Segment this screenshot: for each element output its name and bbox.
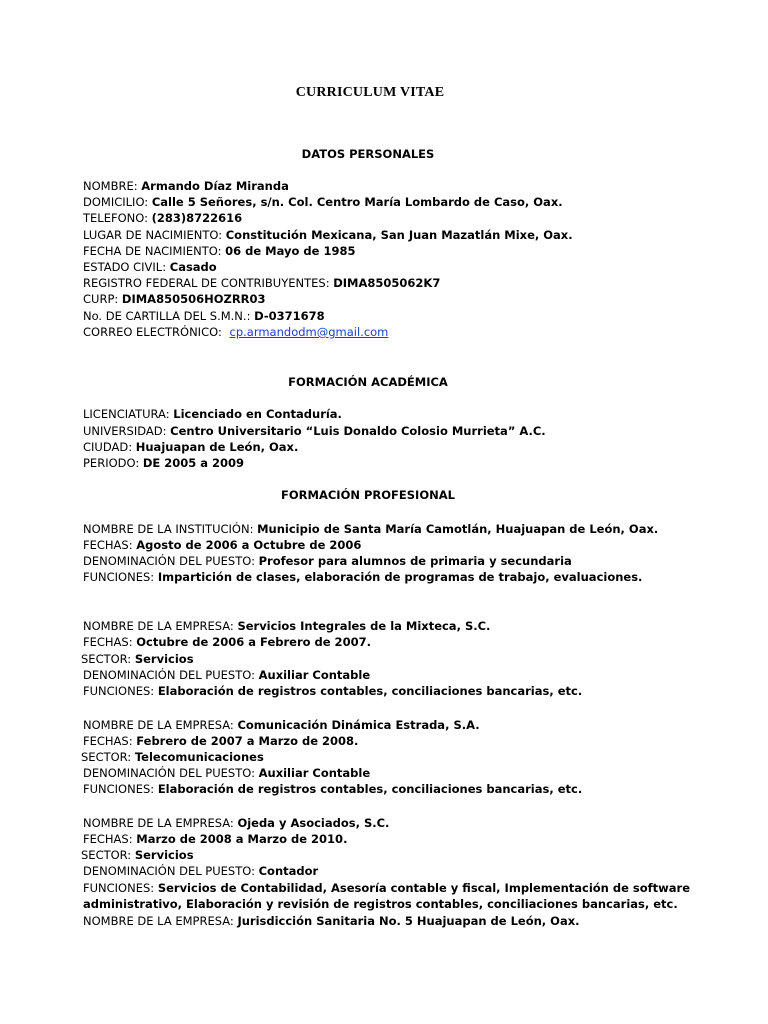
academic-licenciatura [83,406,743,422]
periodo-label: PERIODO: [83,456,143,470]
job2-sector [81,651,741,667]
funciones-value: Elaboración de registros contables, conciliaciones bancarias, etc. [157,684,583,698]
universidad-label: UNIVERSIDAD: [83,424,171,438]
job4-fechas [83,831,743,847]
academic-periodo [83,455,743,471]
fechas-label: FECHAS: [83,538,137,552]
telefono-label: TELEFONO: [83,211,152,225]
job4-puesto [83,863,743,879]
job5-empresa [83,913,743,929]
job3-fechas [83,733,743,749]
job1-funciones [83,569,743,585]
job4-funciones-continued: administrativo, Elaboración y revisión de registros contables, conciliaciones bancarias, etc. [83,897,678,911]
fechas-label: FECHAS: [83,635,137,649]
puesto-value: Profesor para alumnos de primaria y secundaria [258,554,572,568]
personal-curp [83,291,743,307]
fechas-value: Octubre de 2006 a Febrero de 2007. [136,635,371,649]
personal-nombre [83,178,743,194]
job2-funciones [83,683,743,699]
empresa-label: NOMBRE DE LA EMPRESA: [83,718,238,732]
cartilla-value: D-0371678 [254,309,325,323]
licenciatura-label: LICENCIATURA: [83,407,174,421]
job3-sector [81,749,741,765]
nombre-value: Armando Díaz Miranda [141,179,289,193]
funciones-label: FUNCIONES: [83,684,158,698]
domicilio-value: Calle 5 Señores, s/n. Col. Centro María Lombardo de Caso, Oax. [151,195,563,209]
section-heading-academic: FORMACIÓN ACADÉMICA [288,375,448,389]
personal-domicilio [83,194,743,210]
telefono-value: (283)8722616 [151,211,243,225]
domicilio-label: DOMICILIO: [83,195,152,209]
personal-lugar-nacimiento [83,227,743,243]
job1-fechas [83,537,743,553]
funciones-label: FUNCIONES: [83,881,158,895]
job1-puesto [83,553,743,569]
curp-value: DIMA850506HOZRR03 [121,292,266,306]
puesto-value: Auxiliar Contable [258,766,371,780]
job3-puesto [83,765,743,781]
ciudad-label: CIUDAD: [83,440,136,454]
estado-label: ESTADO CIVIL: [83,260,170,274]
job4-empresa [83,815,743,831]
personal-rfc [83,275,743,291]
curp-label: CURP: [83,292,122,306]
nombre-label: NOMBRE: [83,179,142,193]
empresa-value: Jurisdicción Sanitaria No. 5 Huajuapan de León, Oax. [237,914,580,928]
fechas-label: FECHAS: [83,832,137,846]
periodo-value: DE 2005 a 2009 [142,456,245,470]
institucion-value: Municipio de Santa María Camotlán, Huajuapan de León, Oax. [257,522,659,536]
job3-funciones [83,781,743,797]
fecha-label: FECHA DE NACIMIENTO: [83,244,226,258]
personal-fecha-nacimiento [83,243,743,259]
empresa-label: NOMBRE DE LA EMPRESA: [83,914,238,928]
job1-institucion [83,521,743,537]
empresa-label: NOMBRE DE LA EMPRESA: [83,816,238,830]
universidad-value: Centro Universitario “Luis Donaldo Colosio Murrieta” A.C. [170,424,546,438]
licenciatura-value: Licenciado en Contaduría. [173,407,342,421]
correo-label: CORREO ELECTRÓNICO: [83,325,226,339]
lugar-value: Constitución Mexicana, San Juan Mazatlán Mixe, Oax. [225,228,573,242]
institucion-label: NOMBRE DE LA INSTITUCIÓN: [83,522,258,536]
empresa-value: Ojeda y Asociados, S.C. [237,816,390,830]
cartilla-label: No. DE CARTILLA DEL S.M.N.: [83,309,255,323]
lugar-label: LUGAR DE NACIMIENTO: [83,228,226,242]
puesto-value: Contador [258,864,319,878]
sector-label: SECTOR: [81,750,135,764]
personal-correo [83,324,743,340]
puesto-label: DENOMINACIÓN DEL PUESTO: [83,864,259,878]
job4-funciones [83,880,743,896]
section-heading-professional: FORMACIÓN PROFESIONAL [281,488,455,502]
rfc-value: DIMA8505062K7 [333,276,441,290]
funciones-value: Impartición de clases, elaboración de programas de trabajo, evaluaciones. [157,570,643,584]
job3-empresa [83,717,743,733]
puesto-label: DENOMINACIÓN DEL PUESTO: [83,766,259,780]
fechas-value: Agosto de 2006 a Octubre de 2006 [136,538,362,552]
personal-cartilla [83,308,743,324]
document-title: CURRICULUM VITAE [295,85,445,100]
job2-puesto [83,667,743,683]
academic-ciudad [83,439,743,455]
funciones-value: Elaboración de registros contables, conciliaciones bancarias, etc. [157,782,583,796]
academic-universidad [83,423,743,439]
puesto-label: DENOMINACIÓN DEL PUESTO: [83,668,259,682]
sector-value: Servicios [134,848,194,862]
estado-value: Casado [169,260,217,274]
sector-value: Servicios [134,652,194,666]
empresa-value: Comunicación Dinámica Estrada, S.A. [237,718,480,732]
fecha-value: 06 de Mayo de 1985 [225,244,356,258]
funciones-label: FUNCIONES: [83,570,158,584]
job2-empresa [83,618,743,634]
funciones-label: FUNCIONES: [83,782,158,796]
empresa-label: NOMBRE DE LA EMPRESA: [83,619,238,633]
puesto-label: DENOMINACIÓN DEL PUESTO: [83,554,259,568]
job2-fechas [83,634,743,650]
email-link[interactable]: cp.armandodm@gmail.com [229,325,389,339]
job4-sector [81,847,741,863]
sector-value: Telecomunicaciones [134,750,264,764]
sector-label: SECTOR: [81,652,135,666]
funciones-value: Servicios de Contabilidad, Asesoría contable y fiscal, Implementación de software [157,881,691,895]
fechas-value: Febrero de 2007 a Marzo de 2008. [136,734,359,748]
rfc-label: REGISTRO FEDERAL DE CONTRIBUYENTES: [83,276,334,290]
fechas-value: Marzo de 2008 a Marzo de 2010. [136,832,348,846]
personal-estado-civil [83,259,743,275]
ciudad-value: Huajuapan de León, Oax. [135,440,299,454]
sector-label: SECTOR: [81,848,135,862]
fechas-label: FECHAS: [83,734,137,748]
section-heading-personal: DATOS PERSONALES [301,147,435,161]
personal-telefono [83,210,743,226]
puesto-value: Auxiliar Contable [258,668,371,682]
empresa-value: Servicios Integrales de la Mixteca, S.C. [237,619,491,633]
